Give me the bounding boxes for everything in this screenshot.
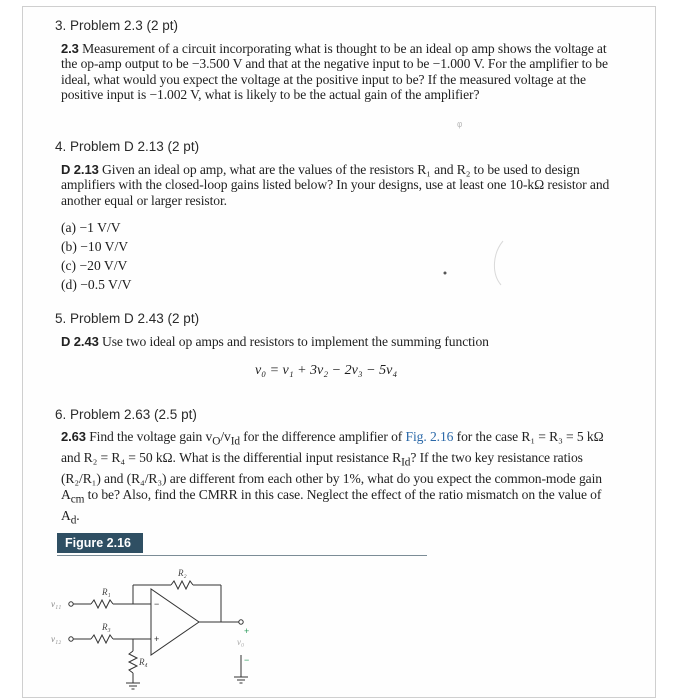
option-b: (b) −10 V/V: [61, 239, 129, 254]
problem-5-body: [61, 334, 615, 349]
problem-6-body: [61, 429, 615, 529]
problem-4-heading: 4. Problem D 2.13 (2 pt): [55, 139, 200, 154]
problem-5-code: D 2.43: [61, 334, 99, 349]
problem-3-body: [61, 41, 615, 103]
option-a: (a) −1 V/V: [61, 220, 121, 235]
problem-6-text-c: for the case R₁ = R₃ = 5 kΩ and R₂ = R₄ = 50 kΩ. What is the differential input resistance R: [61, 429, 604, 466]
figure-link[interactable]: Fig. 2.16: [405, 429, 454, 444]
label-vo: v₀: [237, 637, 245, 647]
label-plus-out: +: [244, 626, 250, 636]
label-r1: R₁: [102, 587, 111, 597]
label-minus-in: −: [154, 599, 160, 609]
option-c: (c) −20 V/V: [61, 258, 128, 273]
label-r4: R₄: [139, 657, 148, 667]
figure-label: Figure 2.16: [57, 533, 143, 553]
document-page: [22, 6, 656, 698]
problem-5-text: Use two ideal op amps and resistors to implement the summing function: [98, 334, 489, 349]
problem-4-body: [61, 162, 615, 208]
problem-6-text-b: for the difference amplifier of: [239, 429, 406, 444]
faint-scribble: [443, 233, 523, 293]
problem-6-text-d: ? If the two key resistance ratios (R₂/R₁) and (R₄/R₃) are different from each other by 1%, what do you expect the common-mode gain A: [61, 450, 602, 502]
label-r2: R₂: [178, 568, 187, 578]
sub-id-2: Id: [401, 456, 411, 469]
problem-4-code: D 2.13: [61, 162, 99, 177]
label-vi2: v₁₂: [51, 634, 62, 644]
label-minus-out: −: [244, 655, 250, 665]
problem-6-code: 2.63: [61, 429, 86, 444]
sub-d: d: [70, 514, 77, 527]
sub-cm: cm: [70, 493, 85, 506]
label-vi1: v₁₁: [51, 599, 62, 609]
problem-6-heading: 6. Problem 2.63 (2.5 pt): [55, 407, 197, 422]
problem-6-text-e: to be? Also, find the CMRR in this case. Neglect the effect of the ratio mismatch on the value of A: [61, 486, 602, 523]
sub-o: O: [212, 435, 221, 448]
label-plus-in: +: [154, 634, 160, 644]
label-r3: R₃: [102, 622, 111, 632]
problem-6-end: .: [76, 507, 80, 523]
pencil-mark: ᵩ: [457, 115, 463, 129]
problem-5-heading: 5. Problem D 2.43 (2 pt): [55, 311, 200, 326]
problem-6-text-a: Find the voltage gain v: [85, 429, 213, 444]
figure-rule: [57, 555, 427, 556]
problem-3-code: 2.3: [61, 41, 79, 56]
difference-amplifier-schematic: [43, 559, 283, 699]
problem-6-slash: /v: [220, 429, 231, 444]
problem-3-text: Measurement of a circuit incorporating what is thought to be an ideal op amp shows the voltage at the op-amp output to be −3.500 V and that at the negative input to be −1.000 V. For the amplifier to be ideal, what would you expect the voltage at the positive input to be? If the measured voltage at the positive input is −1.002 V, what is likely to be the actual gain of the amplifier?: [61, 41, 608, 103]
problem-4-text: Given an ideal op amp, what are the values of the resistors R₁ and R₂ to be used to design amplifiers with the closed-loop gains listed below? In your designs, use at least one 10-kΩ resistor and another equal or larger resistor.: [61, 162, 610, 208]
option-d: (d) −0.5 V/V: [61, 277, 132, 292]
problem-4-options: [61, 218, 131, 294]
summing-equation: v₀ = v₁ + 3v₂ − 2v₃ − 5v₄: [255, 363, 398, 378]
sub-id: Id: [230, 435, 240, 448]
problem-3-heading: 3. Problem 2.3 (2 pt): [55, 18, 179, 33]
